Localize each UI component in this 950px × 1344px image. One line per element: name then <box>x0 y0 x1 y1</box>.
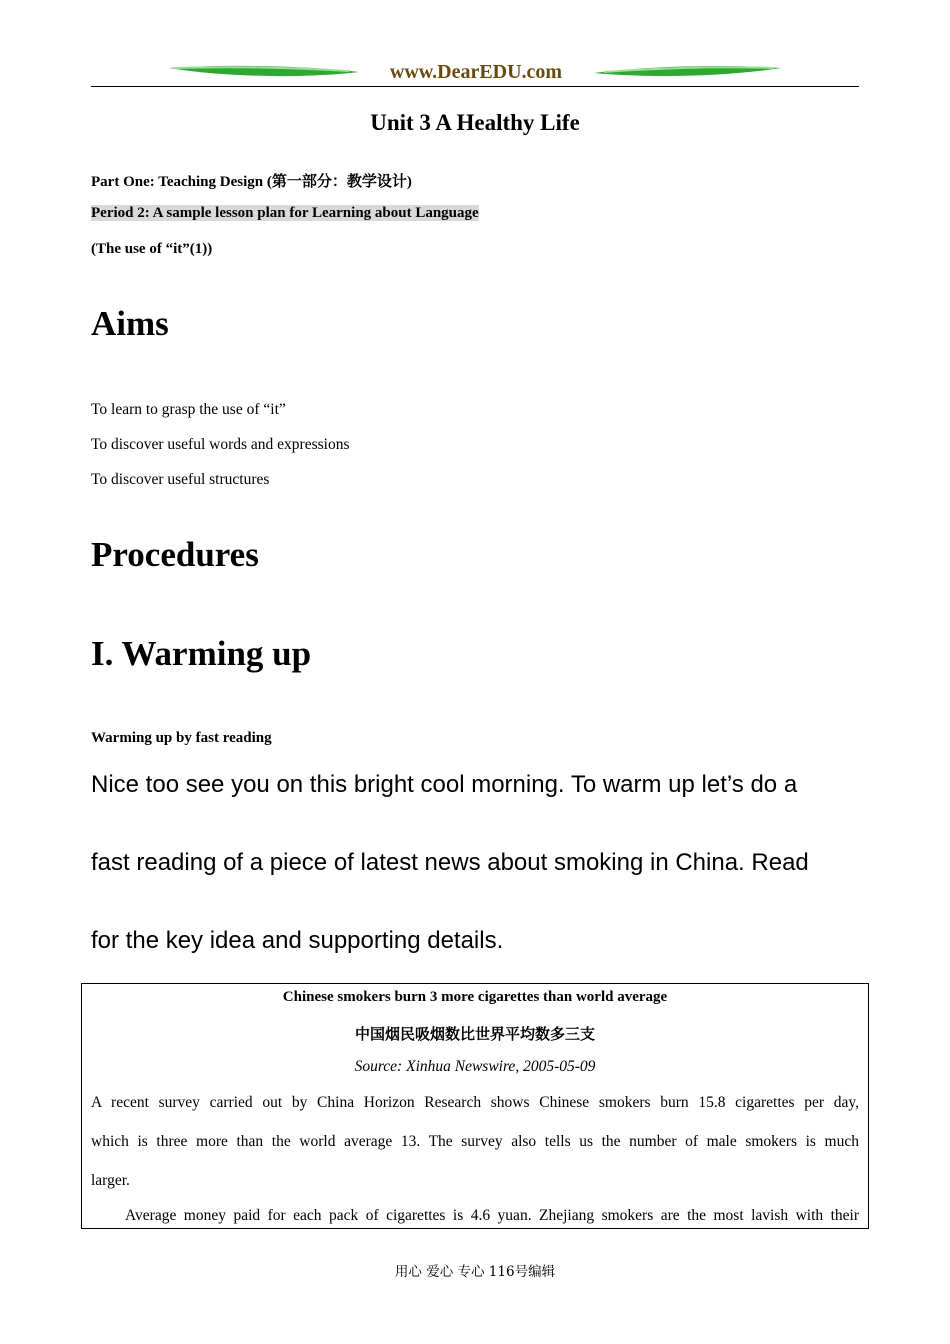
news-text-line: larger. <box>91 1172 130 1189</box>
aim-item: To discover useful structures <box>91 471 270 488</box>
procedures-heading: Procedures <box>91 535 259 574</box>
header-rule <box>91 86 859 87</box>
warming-text-line: for the key idea and supporting details. <box>91 927 504 954</box>
news-text-line: A recent survey carried out by China Horizon Research shows Chinese smokers burn 15.8 cigarettes per day, <box>91 1094 859 1111</box>
news-box <box>81 983 869 1229</box>
aims-heading: Aims <box>91 304 169 343</box>
site-logo-text: www.DearEDU.com <box>389 61 563 83</box>
warming-heading: I. Warming up <box>91 634 312 673</box>
news-title: Chinese smokers burn 3 more cigarettes than world average <box>282 989 668 1005</box>
aim-item: To discover useful words and expressions <box>91 436 350 453</box>
aim-item: To learn to grasp the use of “it” <box>91 401 286 418</box>
warming-text-line: Nice too see you on this bright cool morning. To warm up let’s do a <box>91 771 798 798</box>
page-header <box>91 58 859 90</box>
news-title-cn: 中国烟民吸烟数比世界平均数多三支 <box>354 1025 595 1043</box>
page-footer: 用心 爱心 专心 116号编辑 <box>394 1264 556 1280</box>
warming-subheading: Warming up by fast reading <box>91 730 272 746</box>
part-label: Part One: Teaching Design (第一部分：教学设计) <box>91 174 412 190</box>
use-label: (The use of “it”(1)) <box>91 241 213 257</box>
warming-text-line: fast reading of a piece of latest news about smoking in China. Read <box>91 849 809 876</box>
site-logo <box>169 58 781 84</box>
period-label: Period 2: A sample lesson plan for Learning about Language <box>91 205 479 221</box>
news-source: Source: Xinhua Newswire, 2005-05-09 <box>354 1058 596 1075</box>
page-title: Unit 3 A Healthy Life <box>370 110 580 135</box>
news-text-line: which is three more than the world average 13. The survey also tells us the number of male smokers is much <box>91 1133 859 1150</box>
news-text-line: Average money paid for each pack of cigarettes is 4.6 yuan. Zhejiang smokers are the most lavish with their <box>125 1207 859 1224</box>
